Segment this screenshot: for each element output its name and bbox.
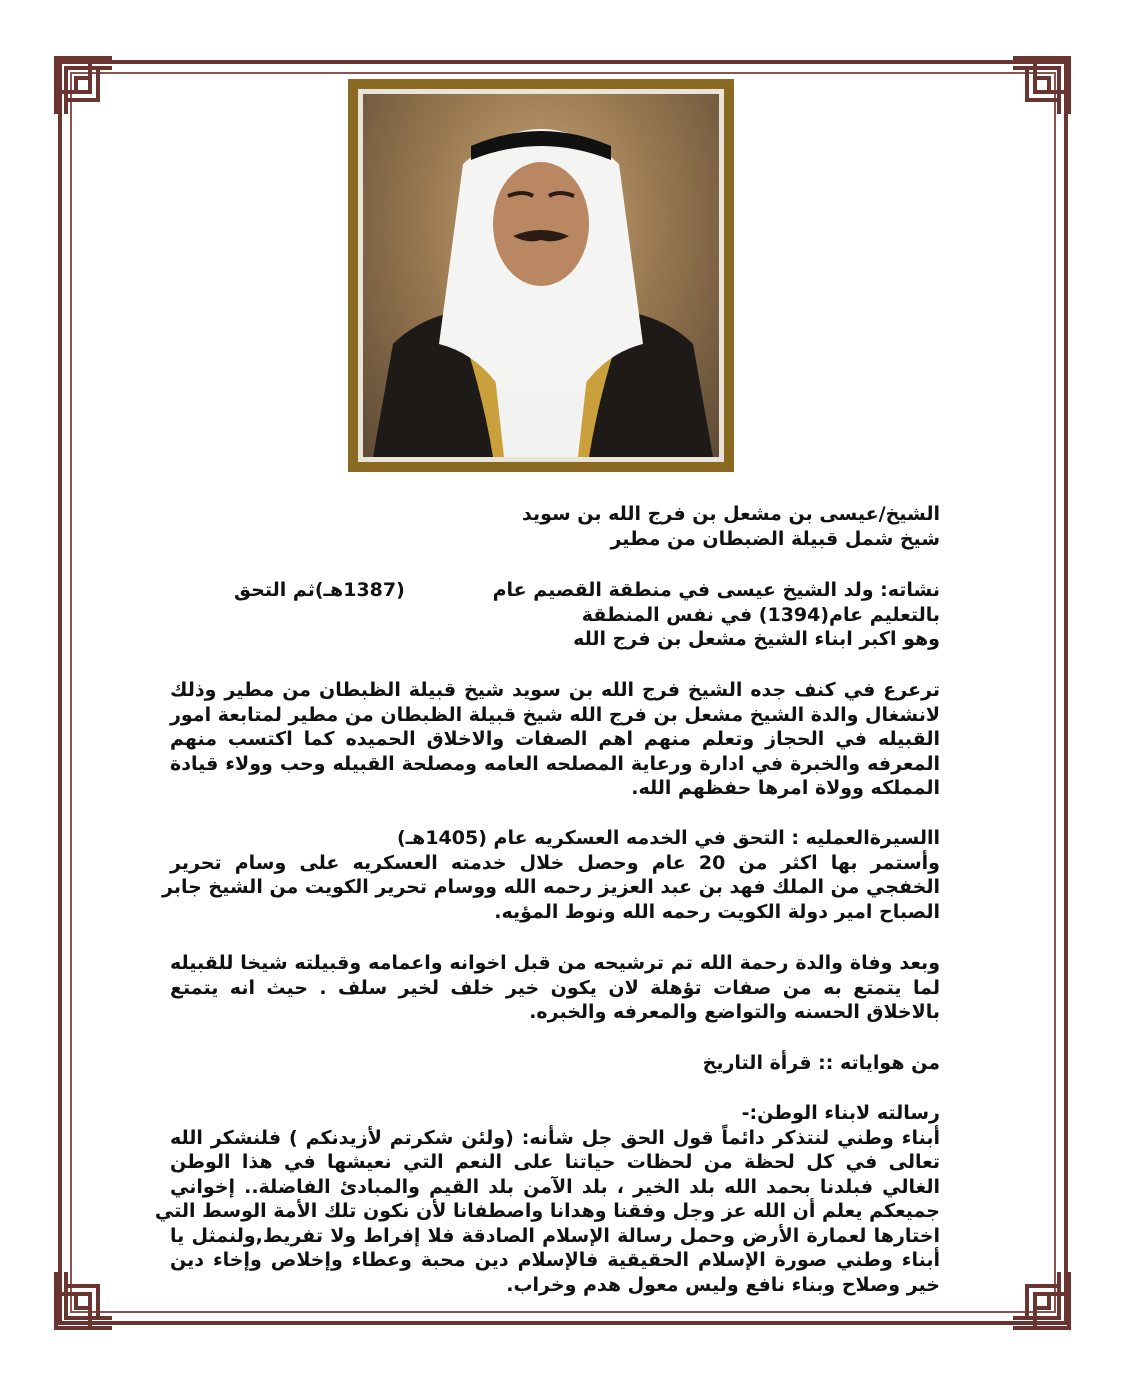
succession-line: بالاخلاق الحسنه والتواضع والمعرفه والخبره.	[529, 1001, 940, 1023]
corner-ornament	[52, 1268, 116, 1332]
message-line: أبناء وطني صورة الإسلام الحقيقية فالإسلام دين محبة وعطاء وإخلاص وإخاء دين	[170, 1249, 940, 1271]
career-line: الخفجي من الملك فهد بن عبد العزيز رحمه الله ووسام تحرير الكويت من الشيخ جابر	[162, 876, 940, 898]
message-line: جميعكم يعلم أن الله عز وجل وفقنا وهدانا واصطفانا لأن نكون تلك الأمة الوسط التي	[154, 1200, 940, 1222]
upbringing-line-2: بالتعليم عام(1394) في نفس المنطقة	[581, 603, 940, 626]
corner-ornament	[1009, 1268, 1073, 1332]
portrait-photo	[363, 94, 719, 457]
career-line: الصباح امير دولة الكويت رحمه الله ونوط المؤيه.	[494, 900, 940, 923]
succession-paragraph	[170, 951, 940, 1025]
background-line: لانشغال والدة الشيخ مشعل بن فرج الله شيخ قبيلة الظبطان من مطير لمتابعة امور	[169, 703, 940, 726]
message-heading: رسالته لابناء الوطن:-	[741, 1102, 940, 1124]
sheikh-name: الشيخ/عيسى بن مشعل بن فرج الله بن سويد	[521, 503, 940, 525]
background-line: القبيله في الحجاز وتعلم منهم اهم الصفات والاخلاق الحميده كما اكتسب منهم	[170, 728, 940, 750]
message-line: خير وصلاح وبناء نافع وليس معول هدم وخراب.	[506, 1273, 940, 1296]
upbringing-line-3: وهو اكبر ابناء الشيخ مشعل بن فرج الله	[573, 628, 940, 650]
career-line: االسيرةالعمليه : التحق في الخدمه العسكريه عام (1405هـ)	[396, 827, 940, 849]
upbringing-block	[170, 578, 940, 652]
message-line: أبناء وطني لنتذكر دائماً قول الحق جل شأنه: (ولئن شكرتم لأزيدنكم ) فلنشكر الله	[170, 1126, 940, 1149]
corner-ornament	[52, 54, 116, 118]
upbringing-line-1-end: (1387هـ)ثم التحق	[234, 579, 405, 601]
hobbies-block	[170, 1051, 940, 1076]
background-paragraph	[170, 678, 940, 801]
message-paragraph	[154, 1101, 940, 1297]
corner-ornament	[1009, 54, 1073, 118]
career-line: وأستمر بها اكثر من 20 عام وحصل خلال خدمته العسكريه على وسام تحرير	[170, 851, 940, 874]
message-line: اختارها لعمارة الأرض وحمل رسالة الإسلام الصادقة فلا إفراط ولا تفريط,ولنمثل يا	[170, 1224, 940, 1247]
portrait-mat	[358, 89, 724, 462]
hobbies-line: من هواياته :: قرأة التاريخ	[702, 1052, 940, 1074]
upbringing-line-1	[170, 578, 940, 603]
career-paragraph	[162, 826, 940, 924]
message-line: الغالي فبلدنا بحمد الله بلد الخير ، بلد الآمن بلد القيم والمبادئ الفاضلة.. إخواني	[170, 1175, 940, 1198]
background-line: ترعرع في كنف جده الشيخ فرج الله بن سويد شيخ قبيلة الظبطان من مطير وذلك	[170, 679, 940, 701]
succession-line: لما يتمتع به من صفات تؤهلة لان يكون خير خلف لخير سلف . حيث انه يتمتع	[170, 976, 940, 999]
succession-line: وبعد وفاة والدة رحمة الله تم ترشيحه من قبل اخوانه واعمامه وقبيلته شيخا للقبيله	[170, 952, 940, 974]
person-portrait-icon	[363, 94, 719, 457]
background-line: المعرفه والخبرة في ادارة ورعاية المصلحه العامه ومصلحة القبيله وحب وولاء قيادة	[170, 752, 940, 775]
message-line: تعالى في كل لحظة من لحظات حياتنا على النعم التي نعيشها في هذا الوطن	[170, 1151, 940, 1173]
upbringing-line-1-start: نشاته: ولد الشيخ عيسى في منطقة القصيم عام	[492, 579, 940, 601]
sheikh-title: شيخ شمل قبيلة الضبطان من مطير	[610, 527, 940, 550]
portrait-frame	[348, 79, 734, 472]
background-line: المملكه وولاة امرها حفظهم الله.	[631, 777, 940, 799]
header-block	[170, 502, 940, 551]
